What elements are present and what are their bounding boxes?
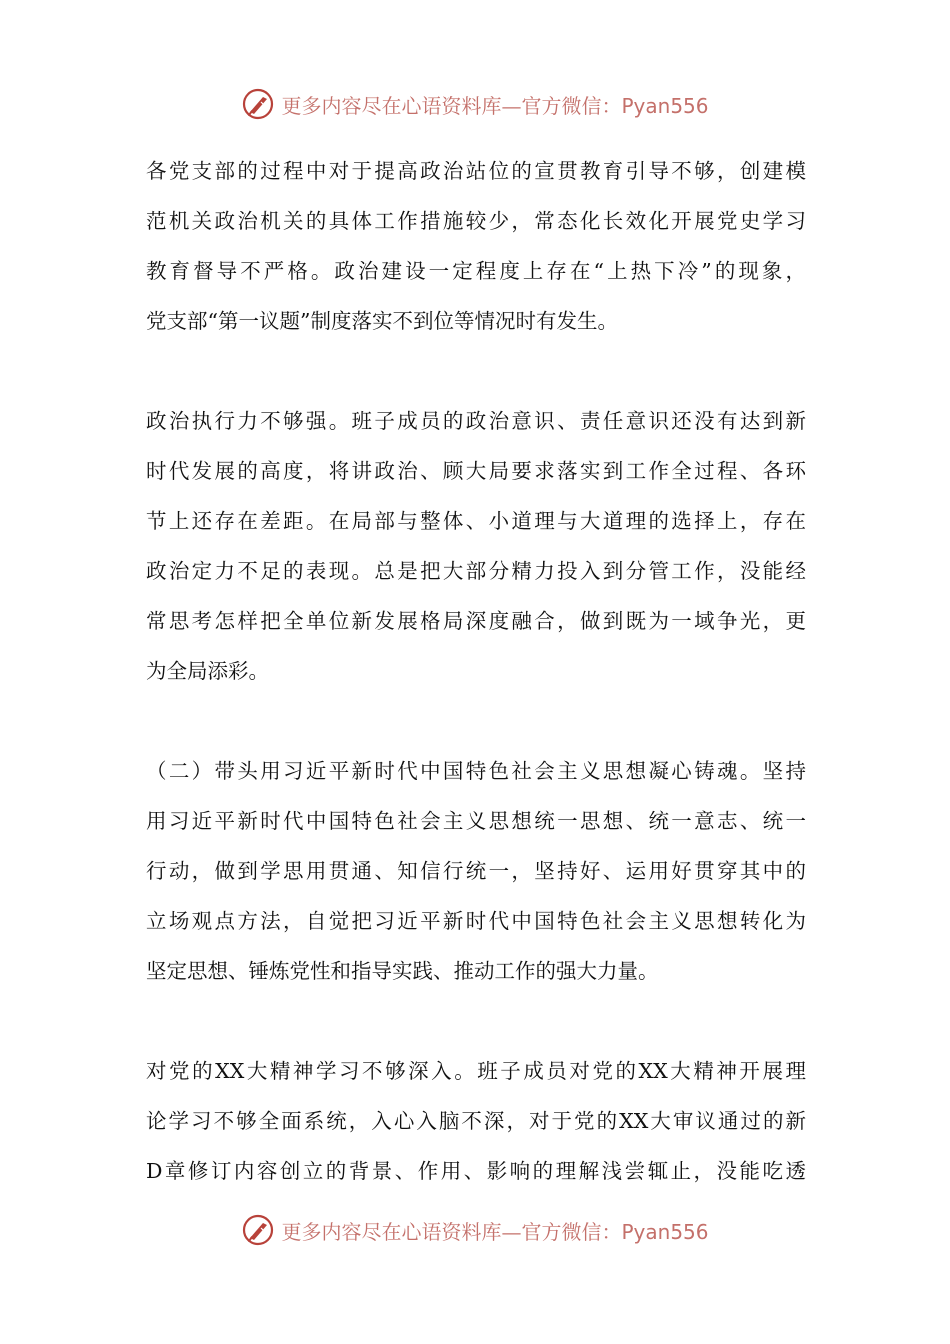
text-line: 时代发展的高度，将讲政治、顾大局要求落实到工作全过程、各环 bbox=[146, 459, 806, 483]
text-line: 行动，做到学思用贯通、知信行统一，坚持好、运用好贯穿其中的 bbox=[146, 859, 806, 883]
text-line: 政治执行力不够强。班子成员的政治意识、责任意识还没有达到新 bbox=[146, 409, 806, 433]
watermark-banner-top bbox=[0, 84, 950, 124]
text-line: 各党支部的过程中对于提高政治站位的宣贯教育引导不够，创建模 bbox=[146, 159, 806, 183]
paragraph-3 bbox=[146, 746, 806, 996]
text-line: 党支部“第一议题”制度落实不到位等情况时有发生。 bbox=[146, 309, 618, 333]
quill-pen-seal-icon bbox=[241, 1213, 275, 1247]
paragraph-4 bbox=[146, 1046, 806, 1196]
text-line: 节上还存在差距。在局部与整体、小道理与大道理的选择上，存在 bbox=[146, 509, 806, 533]
text-line: 常思考怎样把全单位新发展格局深度融合，做到既为一域争光，更 bbox=[146, 609, 806, 633]
quill-pen-seal-icon bbox=[241, 87, 275, 121]
watermark-text: 更多内容尽在心语资料库—官方微信：Pyan556 bbox=[281, 1219, 709, 1244]
document-body bbox=[146, 146, 806, 1196]
text-line: 论学习不够全面系统，入心入脑不深，对于党的XX大审议通过的新 bbox=[146, 1109, 806, 1133]
text-line: 教育督导不严格。政治建设一定程度上存在“上热下冷”的现象， bbox=[146, 259, 806, 283]
text-line: 政治定力不足的表现。总是把大部分精力投入到分管工作，没能经 bbox=[146, 559, 806, 583]
text-line: 为全局添彩。 bbox=[146, 659, 269, 683]
text-line: （二）带头用习近平新时代中国特色社会主义思想凝心铸魂。坚持 bbox=[146, 759, 806, 783]
text-line: 坚定思想、锤炼党性和指导实践、推动工作的强大力量。 bbox=[146, 959, 659, 983]
text-line: 用习近平新时代中国特色社会主义思想统一思想、统一意志、统一 bbox=[146, 809, 806, 833]
paragraph-1 bbox=[146, 146, 806, 346]
text-line: D章修订内容创立的背景、作用、影响的理解浅尝辄止，没能吃透 bbox=[146, 1159, 806, 1183]
paragraph-2 bbox=[146, 396, 806, 696]
text-line: 范机关政治机关的具体工作措施较少，常态化长效化开展党史学习 bbox=[146, 209, 806, 233]
watermark-banner-bottom bbox=[0, 1210, 950, 1250]
text-line: 立场观点方法，自觉把习近平新时代中国特色社会主义思想转化为 bbox=[146, 909, 806, 933]
watermark-text: 更多内容尽在心语资料库—官方微信：Pyan556 bbox=[281, 93, 709, 118]
text-line: 对党的XX大精神学习不够深入。班子成员对党的XX大精神开展理 bbox=[146, 1059, 806, 1083]
